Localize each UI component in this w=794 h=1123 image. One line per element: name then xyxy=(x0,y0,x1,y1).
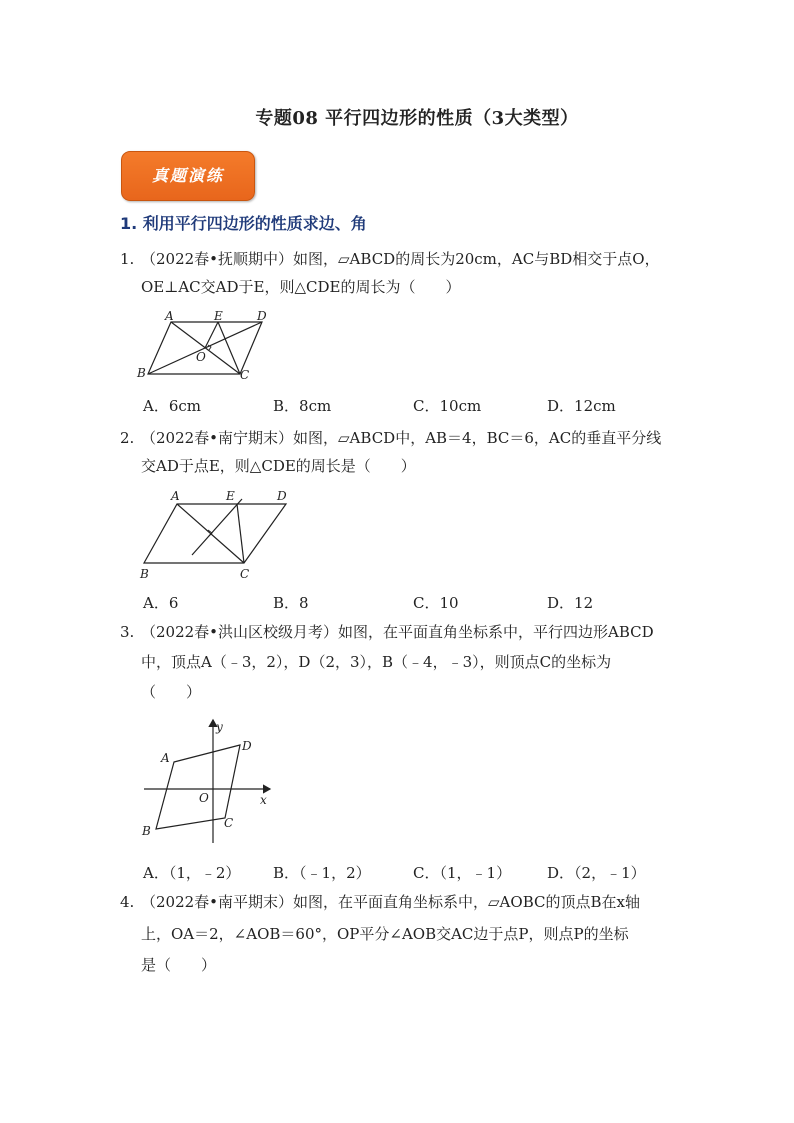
question-4-line3: 是（ ） xyxy=(141,956,217,974)
q1-option-b[interactable]: B．8cm xyxy=(273,397,332,415)
section-heading: 1. 利用平行四边形的性质求边、角 xyxy=(120,214,367,233)
label-o: O xyxy=(196,350,206,364)
label-b: B xyxy=(137,366,146,380)
q1-option-c[interactable]: C．10cm xyxy=(413,397,482,415)
question-4-line2: 上，OA＝2，∠AOB＝60°，OP平分∠AOB交AC边于点P，则点P的坐标 xyxy=(141,925,629,943)
question-4-line1: （2022春•南平期末）如图，在平面直角坐标系中，▱AOBC的顶点B在x轴 xyxy=(141,893,640,911)
segment-oe xyxy=(205,322,218,348)
q3-option-c[interactable]: C．（1，﹣1） xyxy=(413,864,512,882)
question-3-line3: （ ） xyxy=(141,683,202,701)
parallelogram-abcd xyxy=(144,504,286,563)
question-3-number: 3. xyxy=(120,623,135,641)
label-o: O xyxy=(199,791,209,805)
segment-ec xyxy=(237,504,244,563)
question-3-figure xyxy=(134,715,284,845)
question-3-line2: 中，顶点A（﹣3，2），D（2，3），B（﹣4，﹣3），则顶点C的坐标为 xyxy=(141,653,612,671)
label-a: A xyxy=(165,309,174,323)
question-2-number: 2. xyxy=(120,429,135,447)
perpendicular-bisector xyxy=(192,499,242,555)
question-1-line2: OE⊥AC交AD于E，则△CDE的周长为（ ） xyxy=(141,278,461,296)
label-d: D xyxy=(242,739,252,753)
page-title: 专题08 平行四边形的性质（3大类型） xyxy=(255,108,579,129)
label-b: B xyxy=(140,567,149,581)
section-badge xyxy=(121,151,255,201)
q1-option-a[interactable]: A．6cm xyxy=(143,397,202,415)
q1-option-d[interactable]: D．12cm xyxy=(547,397,616,415)
q2-option-c[interactable]: C．10 xyxy=(413,594,459,612)
q3-option-d[interactable]: D．（2，﹣1） xyxy=(547,864,646,882)
question-4-number: 4. xyxy=(120,893,135,911)
label-b: B xyxy=(142,824,151,838)
label-d: D xyxy=(257,309,267,323)
label-a: A xyxy=(171,489,180,503)
question-3-line1: （2022春•洪山区校级月考）如图，在平面直角坐标系中，平行四边形ABCD xyxy=(141,623,654,641)
label-x: x xyxy=(260,793,267,807)
q2-option-b[interactable]: B．8 xyxy=(273,594,309,612)
q3-option-a[interactable]: A．（1，﹣2） xyxy=(143,864,241,882)
label-c: C xyxy=(240,567,250,581)
question-2-figure xyxy=(134,486,304,582)
question-1-line1: （2022春•抚顺期中）如图，▱ABCD的周长为20cm，AC与BD相交于点O， xyxy=(141,250,660,268)
label-d: D xyxy=(277,489,287,503)
badge-label: 真题演练 xyxy=(151,166,224,185)
label-a: A xyxy=(161,751,170,765)
question-2-line2: 交AD于点E，则△CDE的周长是（ ） xyxy=(141,457,416,475)
label-c: C xyxy=(240,368,250,382)
question-2-line1: （2022春•南宁期末）如图，▱ABCD中，AB＝4，BC＝6，AC的垂直平分线 xyxy=(141,429,662,447)
question-1-number: 1. xyxy=(120,250,135,268)
question-1-figure xyxy=(134,305,284,385)
label-e: E xyxy=(214,309,223,323)
label-e: E xyxy=(226,489,235,503)
q2-option-a[interactable]: A．6 xyxy=(143,594,179,612)
q2-option-d[interactable]: D．12 xyxy=(547,594,594,612)
q3-option-b[interactable]: B．（﹣1，2） xyxy=(273,864,371,882)
label-c: C xyxy=(224,816,234,830)
label-y: y xyxy=(216,720,223,734)
